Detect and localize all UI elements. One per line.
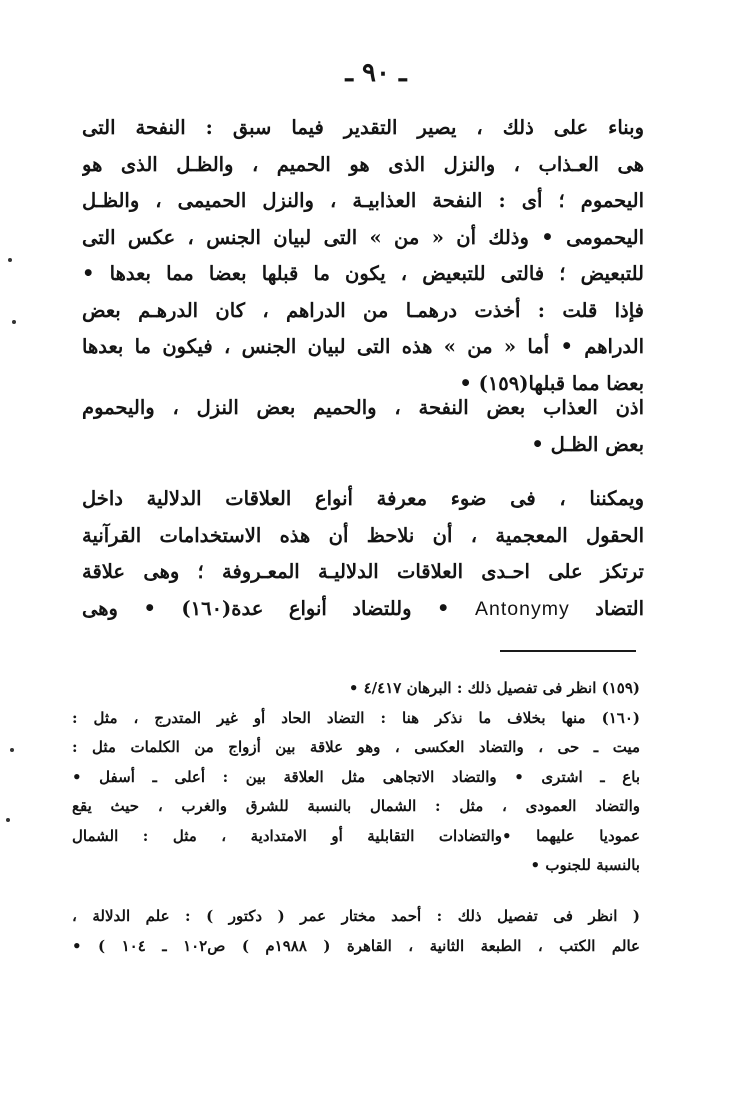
scan-speck bbox=[10, 748, 14, 752]
footnote-line: ميت ـ حى ، والتضاد العكسى ، وهو علاقة بين أزواج من الكلمات مثل : bbox=[72, 738, 640, 756]
footnote-line: باع ـ اشترى • والتضاد الاتجاهى مثل العلاقة بين : أعلى ـ أسفل • bbox=[72, 767, 640, 786]
term-latin: Antonymy bbox=[475, 597, 570, 620]
paragraph-line: ترتكز على احـدى العلاقات الدلاليـة المعـروفة ؛ وهى علاقة bbox=[82, 560, 644, 583]
paragraph-line: وبناء على ذلك ، يصير التقدير فيما سبق : النفحة التى bbox=[82, 116, 644, 139]
paragraph-line: بعض الظـل • bbox=[531, 432, 644, 456]
paragraph-line: بعضا مما قبلها(١٥٩) • bbox=[459, 371, 644, 395]
footnote-line: والتضاد العمودى ، مثل : الشمال بالنسبة للشرق والغرب ، حيث يقع bbox=[72, 797, 640, 815]
footnote-line: ( انظر فى تفصيل ذلك : أحمد مختار عمر ( دكتور ) : علم الدلالة ، bbox=[72, 907, 640, 925]
scan-speck bbox=[8, 258, 12, 262]
scan-speck bbox=[12, 320, 16, 324]
paragraph-1 bbox=[82, 110, 644, 402]
page-number: ـ ٩٠ ـ bbox=[345, 58, 407, 88]
paragraph-line: هى العـذاب ، والنزل الذى هو الحميم ، والظـل الذى هو bbox=[82, 152, 644, 176]
footnote-line: عالم الكتب ، الطبعة الثانية ، القاهرة ( ١٩٨٨م ) ص١٠٢ ـ ١٠٤ ) • bbox=[72, 936, 640, 955]
term-arabic: التضاد bbox=[595, 596, 644, 620]
paragraph-line: للتبعيض ؛ فالتى للتبعيض ، يكون ما قبلها بعضا مما بعدها • bbox=[82, 262, 644, 285]
footnote-divider bbox=[500, 650, 636, 652]
paragraph-2 bbox=[82, 390, 644, 463]
scan-speck bbox=[6, 818, 10, 822]
paragraph-line: ويمكننا ، فى ضوء معرفة أنواع العلاقات الدلالية داخل bbox=[82, 487, 644, 510]
paragraph-line: اليحمومى • وذلك أن « من » التى لبيان الجنس ، عكس التى bbox=[82, 225, 644, 249]
paragraph-line-with-latin-term bbox=[82, 591, 644, 628]
paragraph-line: فإذا قلت : أخذت درهمـا من الدراهم ، كان الدرهـم بعض bbox=[82, 298, 644, 322]
footnote-line: عموديا عليهما •والتضادات التقابلية أو الامتدادية ، مثل : الشمال bbox=[72, 826, 640, 845]
paragraph-line: الدراهم • أما « من » هذه التى لبيان الجنس ، فيكون ما بعدها bbox=[82, 335, 644, 358]
paragraph-line: الحقول المعجمية ، أن نلاحظ أن هذه الاستخدامات القرآنية bbox=[82, 523, 644, 547]
paragraph-3 bbox=[82, 481, 644, 627]
footnotes-block-2 bbox=[72, 902, 640, 961]
paragraph-line: اليحموم ؛ أى : النفحة العذابيـة ، والنزل الحميمى ، والظـل bbox=[82, 189, 644, 212]
footnote-line: (١٦٠) منها بخلاف ما نذكر هنا : التضاد الحاد أو غير المتدرج ، مثل : bbox=[72, 708, 640, 727]
paragraph-line-tail: • وللتضاد أنواع عدة(١٦٠) • وهى bbox=[82, 596, 450, 620]
paragraph-line: اذن العذاب بعض النفحة ، والحميم بعض النزل ، واليحموم bbox=[82, 396, 644, 419]
footnote-line: بالنسبة للجنوب • bbox=[530, 856, 640, 874]
footnote-line: (١٥٩) انظر فى تفصيل ذلك : البرهان ٤/٤١٧ • bbox=[348, 679, 640, 697]
footnotes-block-1 bbox=[72, 674, 640, 881]
